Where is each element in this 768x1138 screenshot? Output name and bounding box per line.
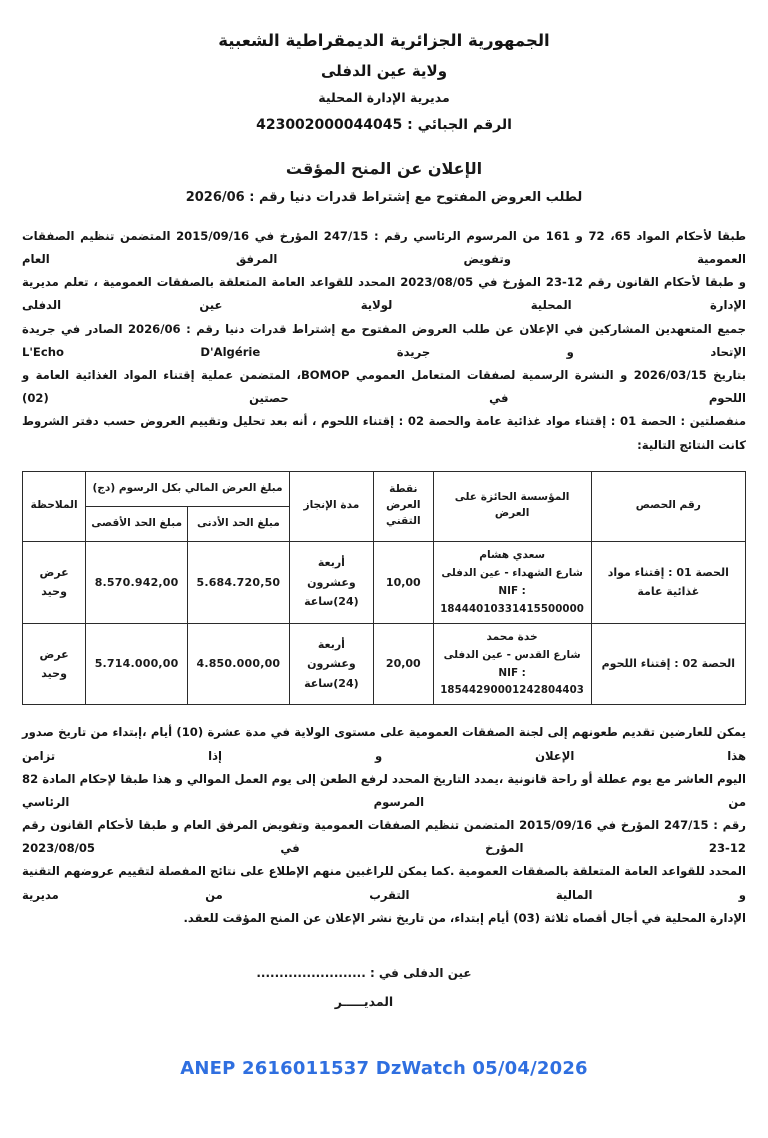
closing-line-2: اليوم العاشر مع يوم عطلة أو راحة قانونية ،يمدد التاريخ المحدد لرفع الطعن إلى يوم العمل الموالي و هذا طبقا لإحكام المادة 82 من المرسوم الرئاسي — [22, 771, 746, 809]
closing-line-3: رقم : 247/15 المؤرخ في 2015/09/16 المتضمن تنظيم الصفقات العمومية وتفويض المرفق العام و طبقا لأحكام القانون رقم 12-23 المؤرخ في 2023/08/05 — [22, 818, 746, 856]
table-body — [23, 541, 746, 705]
intro-line-1: طبقا لأحكام المواد 65، 72 و 161 من المرسوم الرئاسي رقم : 247/15 المؤرخ في 2015/09/16 المتضمن تنظيم الصفقات العمومية وتفويض المرفق العام — [22, 228, 746, 267]
anep-reference: ANEP 2616011537 DzWatch 05/04/2026 — [180, 1057, 588, 1079]
signature-title: المديـــــر — [334, 994, 394, 1009]
table-row — [23, 623, 746, 705]
col-header-amount-group: مبلغ العرض المالي بكل الرسوم (دج) — [86, 471, 290, 506]
directorate-name: مديرية الإدارة المحلية — [318, 89, 450, 105]
col-header-company: المؤسسة الحائزة على العرض — [433, 471, 591, 541]
closing-line-5: الإدارة المحلية في أجال أقصاه ثلاثة (03) أيام إبتداء، من تاريخ نشر الإعلان عن المنح المؤقت للعقد. — [183, 910, 746, 925]
intro-line-5: منفصلتين : الحصة 01 : إقتناء مواد غذائية عامة والحصة 02 : إقتناء اللحوم ، أنه بعد تحليل وتقييم العروض حسب دفتر الشروط كانت النتائج التالية: — [22, 414, 747, 452]
title-block — [0, 159, 768, 205]
col-header-amount-max: مبلغ الحد الأقصى — [86, 506, 188, 541]
company-nif-label: NIF : — [498, 585, 526, 598]
intro-line-3: جميع المتعهدين المشاركين في الإعلان عن طلب العروض المفتوح مع إشتراط قدرات دنيا رقم : 2026/06 الصادر في جريدة الإتحاد و جريدة L'Echo D'Algérie — [22, 321, 746, 359]
intro-line-2: و طبقا لأحكام القانون رقم 12-23 المؤرخ في 2023/08/05 المحدد للقواعد العامة المتعلقة بالصفقات العمومية ، تعلم مديرية الإدارة المحلية لولاية عين الدفلى — [22, 275, 746, 313]
cell-delay: أربعة وعشرون (24)ساعة — [289, 623, 373, 705]
cell-amount-min: 4.850.000,00 — [188, 623, 290, 705]
tax-number-label: الرقم الجبائي : — [407, 117, 512, 134]
company-nif-value: 18444010331415500000 — [440, 603, 584, 615]
company-nif-label: NIF : — [498, 667, 526, 680]
cell-amount-max: 5.714.000,00 — [86, 623, 188, 705]
company-name: سعدي هشام — [479, 548, 546, 561]
page-subtitle — [0, 190, 768, 205]
cell-company — [433, 623, 591, 705]
col-header-delay: مدة الإنجاز — [289, 471, 373, 541]
cell-delay: أربعة وعشرون (24)ساعة — [289, 541, 373, 623]
intro-paragraph-block — [22, 225, 746, 457]
subtitle-prefix: لطلب العروض المفتوح مع إشتراط قدرات دنيا رقم : — [249, 189, 583, 205]
document-header — [0, 0, 768, 137]
table-row — [23, 541, 746, 623]
cell-amount-min: 5.684.720,50 — [188, 541, 290, 623]
company-address: شارع الشهداء - عين الدفلى — [441, 567, 583, 580]
closing-paragraph-block — [22, 721, 746, 930]
cell-amount-max: 8.570.942,00 — [86, 541, 188, 623]
col-header-note: الملاحظة — [23, 471, 86, 541]
col-header-amount-min: مبلغ الحد الأدنى — [188, 506, 290, 541]
company-name: خدة محمد — [486, 630, 538, 643]
results-table — [22, 471, 746, 706]
intro-line-4: بتاريخ 2026/03/15 و النشرة الرسمية لصفقات المتعامل العمومي BOMOP، المتضمن عملية إقتناء المواد الغذائية العامة و اللحوم في حصتين (02) — [22, 368, 746, 406]
tender-number: 2026/06 — [185, 189, 245, 205]
closing-line-1: يمكن للعارضين تقديم طعونهم إلى لجنة الصفقات العمومية على مستوى الولاية في مدة عشرة (10) أيام ،إبتداء من تاريخ صدور هذا الإعلان و إذا تزامن — [22, 725, 747, 763]
cell-lot: الحصة 01 : إقتناء مواد غذائية عامة — [591, 541, 745, 623]
company-address: شارع القدس - عين الدفلى — [443, 649, 581, 662]
table-header — [23, 471, 746, 541]
signature-place-date: عين الدفلى في : ........................ — [256, 966, 472, 980]
wilaya-name: ولاية عين الدفلى — [320, 61, 448, 80]
cell-technical-point: 20,00 — [374, 623, 434, 705]
company-nif-value: 18544290001242804403 — [440, 685, 584, 697]
table-header-row-1 — [23, 471, 746, 506]
col-header-lot: رقم الحصص — [591, 471, 745, 541]
tax-number-line — [0, 115, 768, 137]
closing-line-4: المحدد للقواعد العامة المتعلقة بالصفقات العمومية .كما يمكن للراغبين منهم الإطلاع على نتائج المفصلة لتقييم عروضهم التقنية و المالية التقرب من مديرية — [22, 864, 746, 902]
page-title: الإعلان عن المنح المؤقت — [285, 158, 483, 178]
col-header-technical-point: نقطة العرض التقني — [374, 471, 434, 541]
cell-note: عرض وحيد — [23, 541, 86, 623]
cell-technical-point: 10,00 — [374, 541, 434, 623]
cell-note: عرض وحيد — [23, 623, 86, 705]
tax-number-value: 423002000044045 — [256, 117, 403, 134]
cell-lot: الحصة 02 : إقتناء اللحوم — [591, 623, 745, 705]
republic-title: الجمهورية الجزائرية الديمقراطية الشعبية — [218, 31, 550, 50]
document-footer — [0, 998, 768, 1138]
cell-company — [433, 541, 591, 623]
